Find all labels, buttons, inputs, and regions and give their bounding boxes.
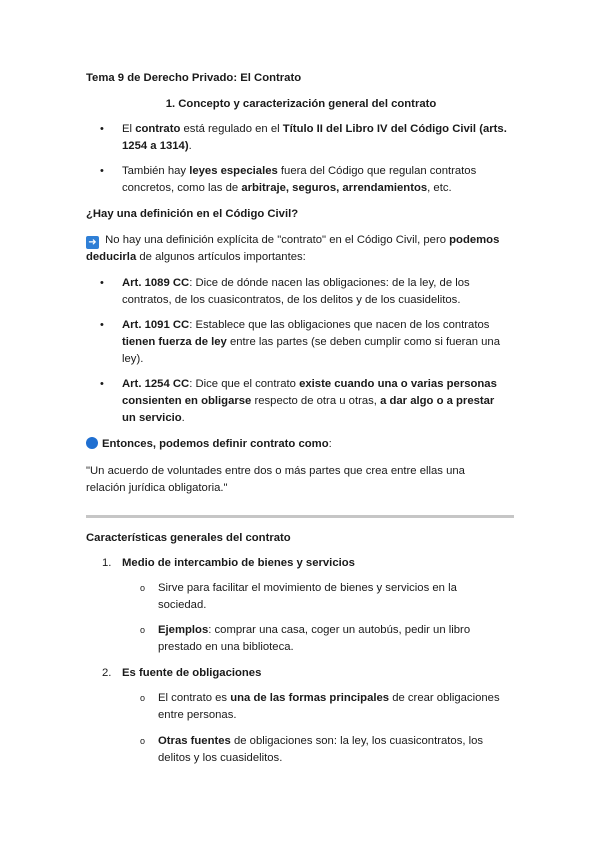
- horizontal-divider: [86, 515, 514, 518]
- bullet-icon: •: [100, 277, 104, 289]
- arrow-right-icon: ➜: [86, 236, 99, 249]
- bullet-icon: •: [100, 378, 104, 390]
- sub-bullet-icon: o: [140, 693, 146, 703]
- definition-lead: Entonces, podemos definir contrato como:: [86, 436, 516, 453]
- section-heading-concept: 1. Concepto y caracterización general del contrato: [165, 98, 437, 110]
- blue-circle-icon: [86, 437, 98, 449]
- bullet-icon: •: [100, 123, 104, 135]
- bullet-icon: •: [100, 319, 104, 331]
- definition-quote: "Un acuerdo de voluntades entre dos o más partes que crea entre ellas una relación jurídica obligatoria.": [86, 465, 465, 494]
- question-heading: ¿Hay una definición en el Código Civil?: [86, 208, 299, 220]
- sub-bullet-icon: o: [140, 583, 146, 593]
- document-page: Tema 9 de Derecho Privado: El Contrato 1. Concepto y caracterización general del contrato • El contrato está regulado en el Título II del Libro IV del Código Civil (arts. 1254 a 1314). • También hay leyes especiales fuera del Código que regulan contratos concretos, como las de arbitraje, seguros, arrendamientos, etc. ¿Hay una definición en el Código Civil? ➜ No hay una definición explícita de "contrato" en el Código Civil, pero podemos deducirla de algunos artículos importantes: • Art. 1089 CC: Dice de dónde nacen las obligaciones: de la ley, de los contratos, de los cuasicontratos, de los delitos y de los cuasidelitos. • Art. 1091 CC: Establece que las obligaciones que nacen de los contratos tienen fuerza de ley entre las partes (se deben cumplir como si fueran una ley). • Art. 1254 CC: Dice que el contrato existe cuando una o varias personas consienten en obligarse respecto de otra u otras, a dar algo o a prestar un servicio. Entonces, podemos definir contrato como: "Un acuerdo de voluntades entre dos o más partes que crea entre ellas una relación jurídica obligatoria." Características generales del contrato 1. Medio de intercambio de bienes y servicios o Sirve para facilitar el movimiento de bienes y servicios en la sociedad. o Ejemplos: comprar una casa, coger un autobús, pedir un libro prestado en una biblioteca. 2. Es fuente de obligaciones o El contrato es una de las formas principales de crear obligaciones entre personas. o Otras fuentes de obligaciones son: la ley, los cuasicontratos, los delitos y los cuasidelitos.: [0, 0, 599, 848]
- section-heading-characteristics: Características generales del contrato: [86, 532, 291, 544]
- document-title: Tema 9 de Derecho Privado: El Contrato: [86, 72, 302, 84]
- bullet-icon: •: [100, 165, 104, 177]
- question-paragraph: ➜ No hay una definición explícita de "contrato" en el Código Civil, pero podemos deducirla de algunos artículos importantes:: [86, 234, 500, 263]
- sub-bullet-icon: o: [140, 625, 146, 635]
- sub-bullet-icon: o: [140, 736, 146, 746]
